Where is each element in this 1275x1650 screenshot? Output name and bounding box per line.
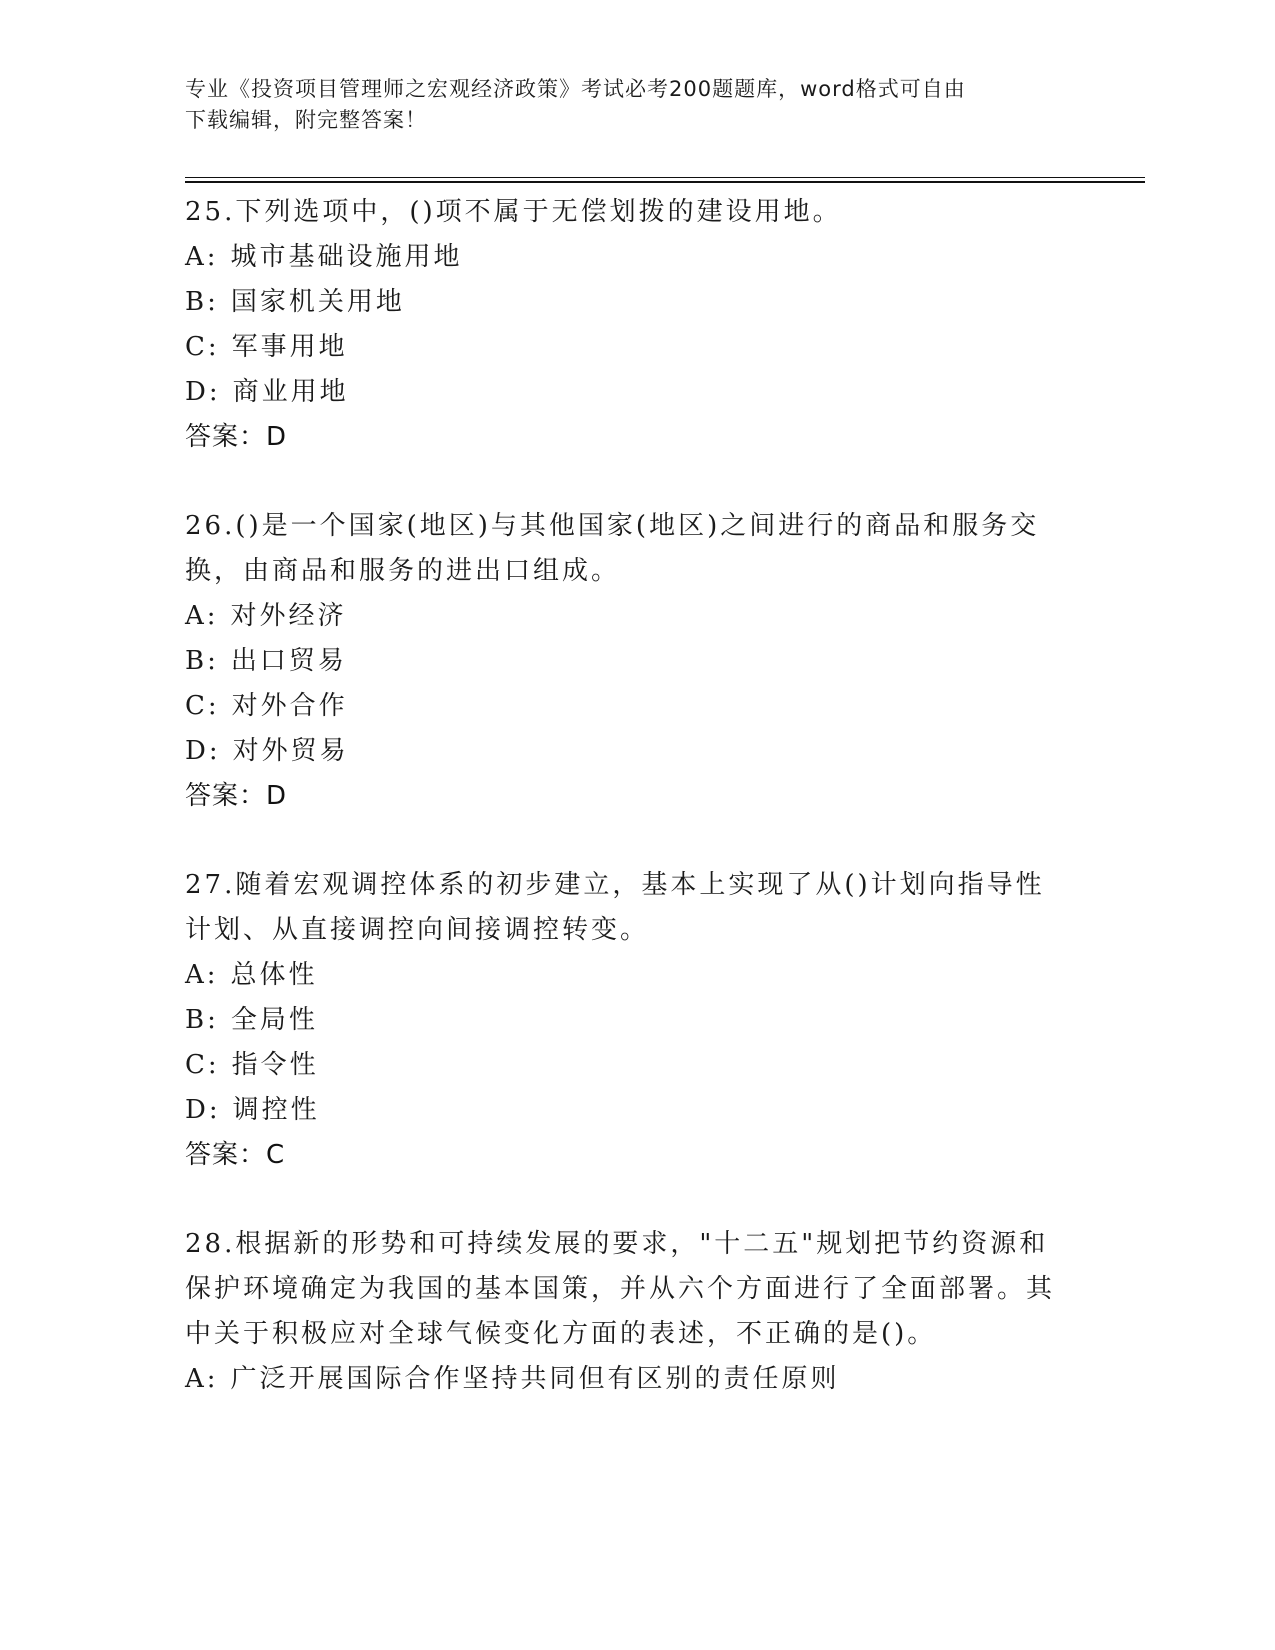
option-letter: D: [185, 377, 221, 407]
question-stem: 27.随着宏观调控体系的初步建立，基本上实现了从()计划向指导性计划、从直接调控向间接调控转变。 [185, 870, 1045, 945]
option-letter: A: [185, 242, 219, 272]
option-b [185, 998, 1065, 1043]
question-list [185, 190, 1065, 1446]
option-d [185, 370, 1065, 415]
header-divider-thin [185, 177, 1145, 178]
header-line-2: 下载编辑，附完整答案！ [185, 108, 427, 132]
option-d [185, 729, 1065, 774]
option-text: 商业用地 [232, 377, 349, 407]
option-text: 对外经济 [230, 601, 347, 631]
option-letter: C: [185, 691, 220, 721]
option-a [185, 235, 1065, 280]
option-letter: C: [185, 332, 220, 362]
option-letter: B: [185, 287, 219, 317]
option-text: 广泛开展国际合作坚持共同但有区别的责任原则 [230, 1364, 840, 1394]
option-text: 军事用地 [231, 332, 348, 362]
option-text: 调控性 [232, 1095, 320, 1125]
option-letter: B: [185, 646, 219, 676]
option-text: 指令性 [231, 1050, 319, 1080]
document-header [185, 74, 1065, 136]
option-text: 全局性 [230, 1005, 318, 1035]
option-letter: D: [185, 736, 221, 766]
option-text: 对外合作 [231, 691, 348, 721]
option-c [185, 1043, 1065, 1088]
question-stem: 26.()是一个国家(地区)与其他国家(地区)之间进行的商品和服务交换，由商品和服务的进出口组成。 [185, 511, 1040, 586]
option-a [185, 1357, 1065, 1402]
question-26 [185, 504, 1065, 819]
option-text: 出口贸易 [230, 646, 347, 676]
option-b [185, 639, 1065, 684]
option-a [185, 953, 1065, 998]
option-text: 对外贸易 [232, 736, 349, 766]
option-b [185, 280, 1065, 325]
question-28 [185, 1222, 1065, 1402]
question-stem: 25.下列选项中，()项不属于无偿划拨的建设用地。 [185, 197, 842, 227]
header-divider-thick [185, 181, 1145, 183]
option-d [185, 1088, 1065, 1133]
option-letter: A: [185, 601, 219, 631]
option-text: 国家机关用地 [230, 287, 405, 317]
option-c [185, 684, 1065, 729]
header-line-1: 专业《投资项目管理师之宏观经济政策》考试必考200题题库，word格式可自由 [185, 77, 966, 101]
answer-line: 答案：D [185, 422, 288, 452]
question-25 [185, 190, 1065, 460]
answer-line: 答案：C [185, 1140, 286, 1170]
option-text: 城市基础设施用地 [230, 242, 463, 272]
option-letter: A: [185, 960, 219, 990]
option-letter: A: [185, 1364, 219, 1394]
question-27 [185, 863, 1065, 1178]
option-letter: D: [185, 1095, 221, 1125]
question-stem: 28.根据新的形势和可持续发展的要求，"十二五"规划把节约资源和保护环境确定为我国的基本国策，并从六个方面进行了全面部署。其中关于积极应对全球气候变化方面的表述，不正确的是()。 [185, 1229, 1056, 1349]
option-text: 总体性 [230, 960, 318, 990]
option-letter: C: [185, 1050, 220, 1080]
option-a [185, 594, 1065, 639]
answer-line: 答案：D [185, 781, 288, 811]
option-letter: B: [185, 1005, 219, 1035]
option-c [185, 325, 1065, 370]
